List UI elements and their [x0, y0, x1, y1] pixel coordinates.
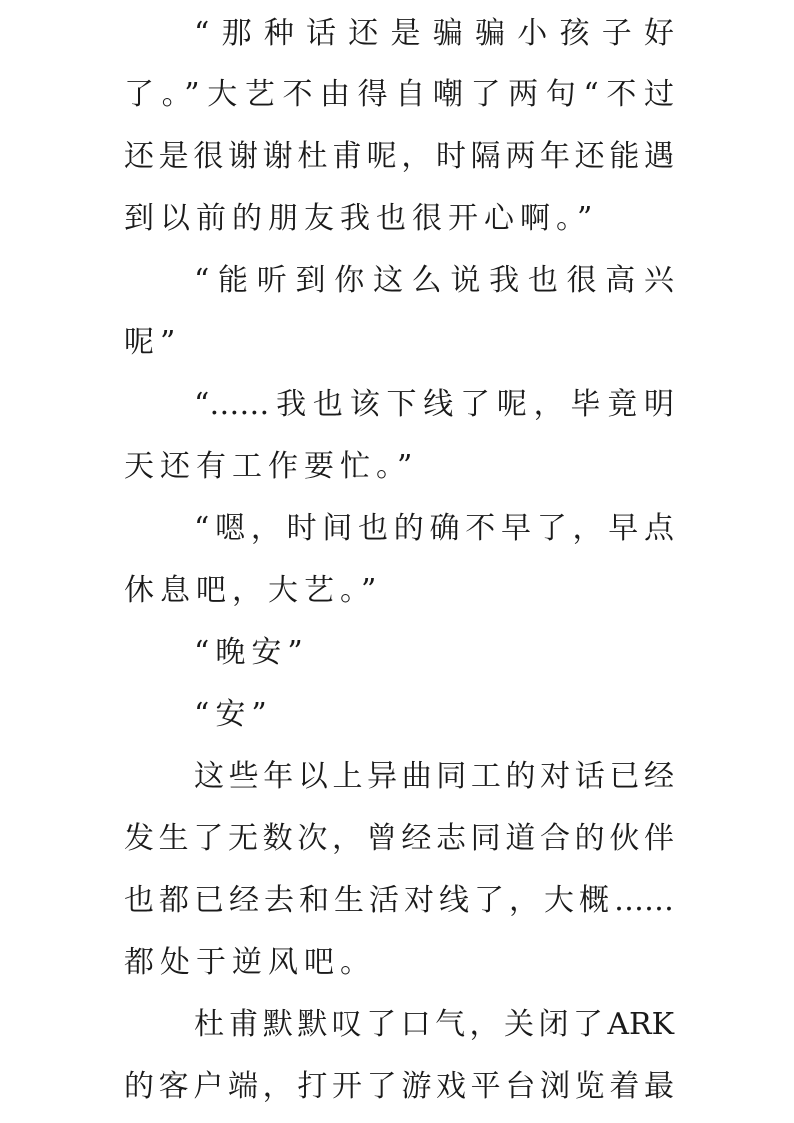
text-line: 到以前的朋友我也很开心啊。” — [124, 201, 599, 236]
text-line: 呢” — [124, 325, 182, 360]
text-line: 也都已经去和生活对线了，大概…… — [124, 883, 674, 918]
text-line: “……我也该下线了呢，毕竟明 — [194, 387, 674, 422]
text-line: “能听到你这么说我也很高兴 — [194, 263, 674, 298]
text-line: “嗯，时间也的确不早了，早点 — [194, 511, 674, 546]
text-line: “安” — [194, 697, 273, 732]
text-line: 天还有工作要忙。” — [124, 449, 419, 484]
text-line: 发生了无数次，曾经志同道合的伙伴 — [124, 821, 674, 856]
text-line: 休息吧，大艺。” — [124, 573, 383, 608]
text-line: “那种话还是骗骗小孩子好 — [194, 16, 674, 51]
text-line: 了。”大艺不由得自嘲了两句“不过 — [124, 77, 674, 112]
text-line: 的客户端，打开了游戏平台浏览着最 — [124, 1069, 674, 1104]
text-line: 这些年以上异曲同工的对话已经 — [194, 759, 674, 794]
text-line: 都处于逆风吧。 — [124, 945, 376, 980]
text-line: “晚安” — [194, 635, 309, 670]
text-line: 还是很谢谢杜甫呢，时隔两年还能遇 — [124, 139, 674, 174]
text-line: 杜甫默默叹了口气，关闭了ARK — [194, 1007, 674, 1042]
